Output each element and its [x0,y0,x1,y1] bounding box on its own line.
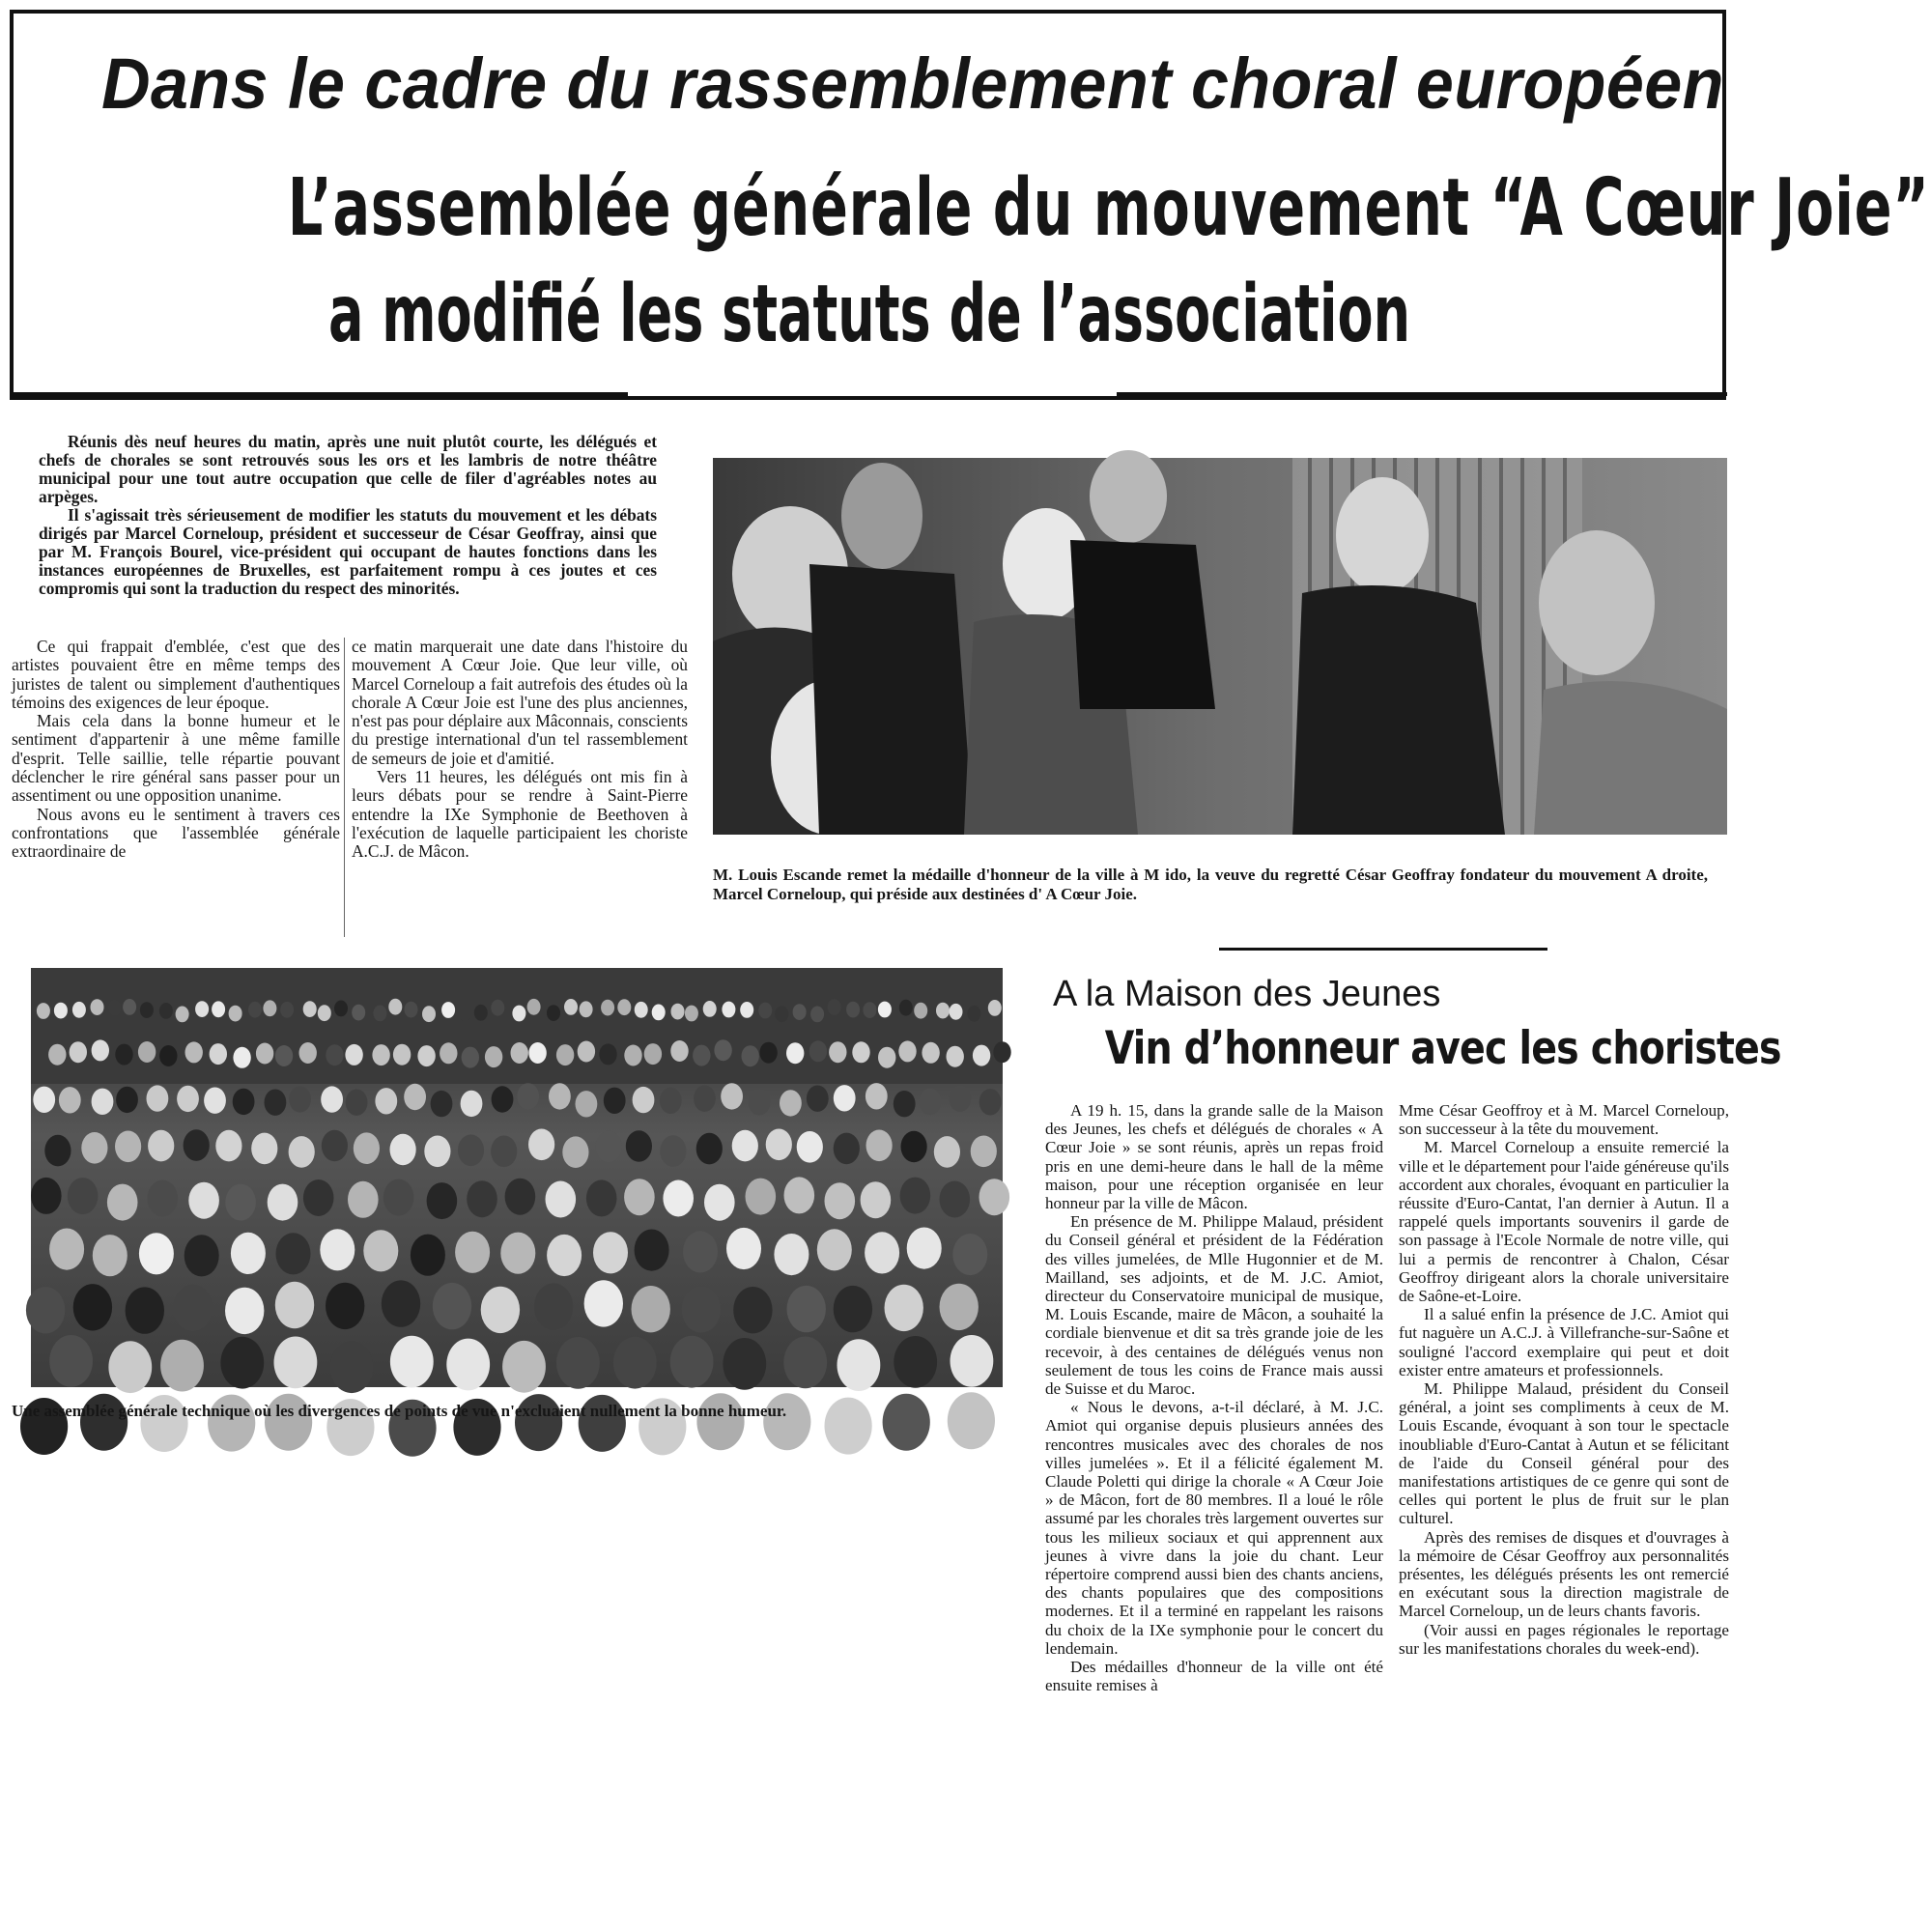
audience-head [404,1084,426,1110]
audience-head [73,1284,112,1330]
article-2-separator [1219,948,1547,951]
audience-head [693,1045,710,1066]
article-column-1 [12,638,340,862]
audience-head [173,1285,212,1331]
audience-head [107,1184,138,1221]
audience-head [644,1043,662,1065]
audience-head [225,1184,256,1221]
audience-head [780,1090,802,1116]
lead-paragraph-2: Il s'agissait très sérieusement de modifier les statuts du mouvement et les débats dirigés par Marcel Corneloup, président et successeur de César Geoffray, ainsi que par M. François Bourel, vice-président qui occupant de hautes fonctions dans les instances européennes de Bruxelles, est parfaitement rompu à ces joutes et ces compromis qui sont la traduction du respect des minorités. [39,505,657,598]
audience-head [108,1000,122,1016]
audience-head [289,1086,311,1112]
audience-head [722,1002,735,1018]
audience-head [321,1086,343,1112]
audience-head [354,1132,380,1164]
audience-head [635,1002,648,1018]
audience-head [159,1003,173,1019]
audience-head [797,1131,823,1163]
audience-head [696,1133,723,1165]
audience-head [59,1087,81,1113]
audience-head [431,1091,453,1117]
photo-assembly-audience [31,968,1003,1387]
photo-assembly-audience-image [31,968,1003,1387]
audience-head [393,1044,411,1065]
audience-head [31,1178,62,1214]
audience-head [547,1235,582,1276]
audience-head [334,1001,348,1017]
audience-head [613,1337,657,1389]
audience-head [320,1229,355,1270]
audience-head [405,1002,418,1018]
column-1-paragraph: Mais cela dans la bonne humeur et le sentiment d'appartenir à une même famille d'esprit. Telle saillie, telle répartie pouvant déclencher le rire général sans passer pour un assentiment ou une opposition unanime. [12,711,340,806]
article-2-paragraph: Après des remises de disques et d'ouvrages à la mémoire de César Geoffroy aux personnalités présentes, les délégués présents les ont remercié en exécutant sous la direction magistrale de Marcel Corneloup, un de leurs chants favoris. [1399,1527,1729,1621]
audience-head [140,1002,154,1018]
lead-paragraph [39,433,657,598]
audience-head [225,1288,264,1334]
audience-head [363,1230,398,1271]
article-2-paragraph: M. Philippe Malaud, président du Conseil général, a joint ses compliments à ceux de M. Louis Escande, évoquant à son tour le spectacle inoubliable d'Euro-Cantat à Autun et se félicitant de l'aide du Conseil général pour des manifestations artistiques de ce genre qui sont de celles qui portent le plus de fruit sur le plan culturel. [1399,1379,1729,1528]
audience-head [44,1135,71,1167]
audience-head [375,1088,397,1114]
audience-head [188,1182,219,1219]
audience-head [160,1340,204,1392]
audience-head [685,1006,698,1022]
audience-head [721,1083,743,1109]
article-2-paragraph: Il a salué enfin la présence de J.C. Amiot qui fut naguère un A.C.J. à Villefranche-sur-Saône et souligné l'accord exemplaire qui peut et doit exister entre amateurs et professionnels. [1399,1305,1729,1379]
audience-head [299,1042,317,1064]
audience-head [184,1235,219,1276]
audience-head [220,1337,264,1389]
audience-head [527,999,541,1015]
audience-head [528,1129,554,1161]
audience-head [148,1180,179,1217]
audience-head [81,1132,107,1164]
audience-head [733,1287,772,1333]
audience-head [256,1043,273,1065]
audience-head [786,1042,804,1064]
audience-head [204,1088,226,1114]
audience-head [967,1006,980,1022]
audience-head [922,1042,939,1064]
audience-head [326,1044,343,1065]
audience-head [108,1341,152,1393]
audience-head [809,1040,827,1062]
audience-head [635,1230,669,1271]
audience-head [746,1179,777,1215]
column-1-paragraph: Nous avons eu le sentiment à travers ces confrontations que l'assemblée générale extraordinaire de [12,804,340,862]
audience-head [576,1091,598,1117]
audience-head [382,1280,420,1326]
audience-head [624,1179,655,1215]
audience-head [289,1136,315,1168]
audience-head [373,1006,386,1022]
article-2-paragraph: Mme César Geoffroy et à M. Marcel Corneloup, son successeur à la tête du mouvement. [1399,1101,1729,1139]
audience-head [383,1179,414,1216]
audience-head [48,1044,66,1065]
audience-head [740,1002,753,1018]
audience-head [346,1090,368,1116]
audience-head [195,1001,209,1017]
audience-head [411,1235,445,1276]
audience-head [184,1129,210,1161]
audience-head [940,1181,971,1218]
audience-head [72,1002,86,1018]
audience-head [505,1179,536,1215]
article-2-paragraph: M. Marcel Corneloup a ensuite remercié la ville et le département pour l'aide généreuse qu'ils accordent aux chorales, évoquant en particulier la réussite d'Euro-Cantat, l'an dernier à Autun. Il a rappelé quels importants souvenirs il garde de son passage à l'Ecole Normale de notre ville, qui lui a permis de rencontrer à Chalon, César Geoffroy dirigeant alors la chorale universitaire de Saône-et-Loire. [1399,1138,1729,1306]
audience-head [185,1041,203,1063]
audience-head [774,1234,809,1275]
headline-kicker: Dans le cadre du rassemblement choral européen [100,43,1724,124]
audience-head [556,1044,574,1065]
headline-underline-left [10,392,628,396]
audience-head [49,1229,84,1270]
audience-head [280,1002,294,1018]
audience-head [26,1287,65,1333]
audience-head [586,1179,617,1216]
audience-head [950,1004,963,1020]
audience-head [248,1002,262,1018]
audience-head [865,1232,899,1273]
article-2-paragraph: Des médailles d'honneur de la ville ont été ensuite remises à [1045,1658,1383,1695]
audience-head [330,1341,374,1393]
audience-head [345,1044,362,1065]
audience-head [500,1233,535,1274]
audience-head [233,1047,250,1068]
headline-title-line-2: a modifié les statuts de l’association [327,269,1410,360]
audience-head [899,1000,913,1016]
audience-head [787,1286,826,1332]
audience-head [947,1046,964,1067]
audience-head [265,1090,287,1116]
audience-head [979,1179,1010,1215]
audience-head [177,1086,199,1112]
audience-head [988,1000,1002,1016]
audience-head [390,1134,416,1166]
article-2-paragraph: A 19 h. 15, dans la grande salle de la Maison des Jeunes, les chefs et délégués de chorales « A Cœur Joie » se sont réunis, après un repas froid pris en une demi-heure dans le hall de la même maison, pour une réception organisée en leur honneur par la ville de Mâcon. [1045,1101,1383,1213]
audience-head [807,1086,829,1112]
audience-head [714,1039,731,1061]
lead-paragraph-1: Réunis dès neuf heures du matin, après une nuit plutôt courte, les délégués et chefs de chorales se sont retrouvés sous les ors et les lambris de notre théâtre municipal pour une tout autre occupation que celle de filer d'agréables notes au arpèges. [39,432,657,506]
audience-head [491,1136,517,1168]
audience-head [617,999,631,1015]
audience-head [584,1280,623,1326]
audience-head [759,1042,777,1064]
audience-head [115,1044,132,1065]
audience-head [390,1336,434,1388]
audience-head [660,1135,686,1167]
audience-head [951,1335,994,1387]
audience-head [825,1182,856,1219]
audience-head [212,1001,225,1017]
audience-head [33,1087,55,1113]
audience-head [834,1286,872,1332]
audience-head [511,1042,528,1064]
audience-head [861,1181,892,1218]
audience-head [852,1041,869,1063]
audience-head [940,1284,979,1330]
audience-head [885,1285,923,1331]
audience-head [461,1091,483,1117]
audience-head [834,1085,856,1111]
audience-head [417,1045,435,1066]
audience-head [775,1006,788,1022]
audience-head [682,1286,721,1332]
audience-head [37,1003,50,1019]
audience-head [793,1004,807,1020]
photo-assembly-audience-caption: Une assemblée générale technique où les divergences de points de vue n'excluaient nullement la bonne humeur. [12,1402,787,1420]
audience-head [593,1232,628,1273]
audience-head [424,1136,450,1168]
audience-head [251,1133,277,1165]
audience-head [907,1228,942,1269]
audience-head [971,1136,997,1168]
audience-head [534,1283,573,1329]
audience-head [485,1046,502,1067]
audience-head [326,1283,364,1329]
audience-head [303,1001,317,1017]
audience-head [139,1233,174,1274]
audience-head [671,1004,685,1020]
article-2-paragraph: « Nous le devons, a-t-il déclaré, à M. J.C. Amiot qui organise depuis plusieurs années des rencontres musicales avec des chorales de nos villes jumelées ». Et il a félicité également M. Claude Poletti qui dirige la chorale « A Cœur Joie » de Mâcon, fort de 80 membres. Il a loué le rôle assumé par les chorales très largement ouvertes sur tous les milieux sociaux et qui apprennent aux jeunes à vivre dans la joie du chant. Leur répertoire comprend aussi bien des chants anciens, des chants populaires que des compositions modernes. Et il a terminé en rappelant les raisons du choix de la IXe symphonie pour le concert du lendemain. [1045,1398,1383,1658]
audience-head [703,1001,717,1017]
audience-head [512,1006,525,1022]
article-2-kicker: A la Maison des Jeunes [1053,974,1441,1014]
audience-head [749,1089,771,1115]
audience-head [93,1235,128,1276]
photo-medal-ceremony [713,458,1727,835]
audience-head [766,1129,792,1161]
column-2-paragraph: Vers 11 heures, les délégués ont mis fin à leurs débats pour se rendre à Saint-Pierre entendre la IXe Symphonie de Beethoven à l'exécution de laquelle participaient les choriste A.C.J. de Mâcon. [352,767,688,862]
audience-head [70,1041,87,1063]
audience-head [91,999,104,1015]
audience-head [440,1042,457,1064]
audience-head [829,1041,846,1063]
audience-head [979,1089,1002,1115]
headline-underline-right [1117,392,1727,396]
audience-head [626,1130,652,1162]
audience-head [810,1007,824,1023]
audience-head [546,1181,577,1218]
audience-head [274,1337,318,1389]
audience-head [126,1287,164,1333]
audience-head [670,1040,688,1062]
audience-head [275,1282,314,1328]
audience-head [388,999,402,1015]
audience-head [427,1182,458,1219]
audience-head [973,1045,990,1066]
audience-head [866,1130,893,1162]
audience-head [914,1003,927,1019]
audience-head [704,1184,735,1221]
audience-head [54,1003,68,1019]
audience-head [268,1184,298,1221]
audience-head [528,1042,546,1064]
photo-medal-ceremony-image [713,458,1727,835]
audience-head [758,1003,772,1019]
audience-head [462,1047,479,1068]
audience-head [322,1130,348,1162]
audience-head [176,1007,189,1023]
audience-head [263,1000,276,1016]
audience-head [547,1005,560,1021]
audience-head [564,999,578,1015]
column-divider [344,638,345,937]
audience-head [276,1233,311,1274]
audience-head [231,1233,266,1274]
audience-head [601,1000,614,1016]
audience-head [723,1338,766,1390]
audience-head [624,1045,641,1066]
audience-head [949,1086,971,1112]
audience-head [210,1043,227,1065]
audience-head [834,1133,860,1165]
audience-head [817,1229,852,1270]
audience-head [604,1088,626,1114]
audience-head [148,1130,174,1162]
audience-head [846,1002,860,1018]
audience-head [878,1002,892,1018]
audience-head [441,1002,455,1018]
audience-head [596,1131,622,1163]
audience-head [556,1337,600,1389]
audience-head [900,1178,931,1214]
audience-head [663,1180,694,1217]
audience-head [562,1136,588,1168]
audience-head [517,1083,539,1109]
audience-head [138,1041,156,1063]
audience-head [683,1231,718,1272]
audience-head [549,1083,571,1109]
audience-head [894,1091,916,1117]
audience-head [783,1337,827,1389]
audience-head [599,1043,616,1065]
audience-head [422,1006,436,1022]
audience-head [352,1005,365,1021]
column-2-paragraph: ce matin marquerait une date dans l'histoire du mouvement A Cœur Joie. Que leur ville, où Marcel Corneloup a fait autrefois des études où la chorale A Cœur Joie est l'une des plus anciennes, n'est pas pour déplaire aux Mâconnais, conscients du prestige international d'un tel rassemblement de semeurs de joie et d'amitié. [352,637,688,768]
audience-head [633,1087,655,1113]
audience-head [115,1131,141,1163]
audience-head [632,1286,670,1332]
audience-head [670,1336,714,1388]
photo-medal-ceremony-caption: M. Louis Escande remet la médaille d'honneur de la ville à M ido, la veuve du regretté César Geoffray fondateur du mouvement A droite, Marcel Corneloup, qui préside aux destinées d' A Cœur Joie. [713,866,1708,903]
audience-head [726,1228,761,1269]
audience-head [68,1178,99,1214]
audience-head [920,1089,942,1115]
audience-head [275,1045,293,1066]
audience-head [123,999,136,1015]
audience-head [215,1130,241,1162]
audience-head [491,1000,504,1016]
audience-head [878,1047,895,1068]
audience-head [502,1341,546,1393]
audience-head [652,1005,666,1021]
audience-head [481,1287,520,1333]
article-column-2 [352,638,688,862]
audience-head [233,1089,255,1115]
audience-head [784,1177,815,1213]
audience-head [92,1039,109,1061]
audience-head [147,1085,169,1111]
audience-head [742,1045,759,1066]
audience-head [348,1181,379,1218]
audience-head [446,1339,490,1391]
audience-head [993,1041,1010,1063]
audience-head [433,1283,471,1329]
audience-head [459,1006,472,1022]
audience-head [934,1136,960,1168]
audience-head [474,1005,488,1021]
audience-head [455,1232,490,1273]
audience-head [660,1088,682,1114]
audience-head [458,1135,484,1167]
audience-head [732,1130,758,1162]
audience-head [467,1180,497,1217]
audience-head [694,1086,716,1112]
audience-head [492,1086,514,1112]
article-2-paragraph: (Voir aussi en pages régionales le reportage sur les manifestations chorales du week-end). [1399,1620,1729,1658]
audience-head [318,1005,331,1021]
audience-head [92,1089,114,1115]
article-2-title: Vin d’honneur avec les choristes [1104,1022,1781,1075]
audience-head [837,1339,881,1391]
audience-head [116,1087,138,1113]
column-1-paragraph: Ce qui frappait d'emblée, c'est que des artistes pouvaient être en même temps des juristes de talent ou simplement d'authentiques témoins des exigences de leur époque. [12,637,340,712]
audience-head [303,1179,334,1216]
audience-head [49,1335,93,1387]
audience-head [894,1336,937,1388]
audience-head [901,1131,927,1163]
audience-head [866,1083,888,1109]
audience-head [898,1040,916,1062]
article-2-paragraph: En présence de M. Philippe Malaud, président du Conseil général et président de la Fédération des villes jumelées, de Mlle Hugonnier et de M. Mailland, ses adjoints, et de M. J.C. Amiot, directeur du Conservatoire municipal de musique, M. Louis Escande, maire de Mâcon, a souhaité la cordiale bienvenue et dit sa très grande joie de les recevoir, à des centaines de délégués venus non seulement de tous les coins de France mais aussi de Suisse et du Maroc. [1045,1212,1383,1399]
article-2-column-1 [1045,1101,1383,1695]
audience-head [578,1041,595,1063]
audience-head [580,1001,593,1017]
audience-head [936,1003,950,1019]
audience-head [159,1045,177,1066]
audience-head [229,1006,242,1022]
audience-head [372,1044,389,1065]
article-2-column-2 [1399,1101,1729,1658]
audience-head [828,999,841,1015]
headline-title-line-1: L’assemblée générale du mouvement “A Cœur Joie” [287,162,1930,254]
audience-head [952,1234,987,1275]
audience-head [863,1002,876,1018]
